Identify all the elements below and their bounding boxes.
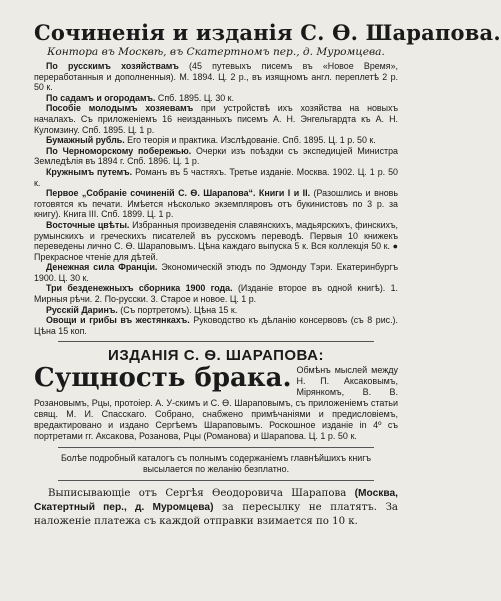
book-details: Очерки изъ поѣздки съ экспедиціей Министра Земледѣлія въ 1894 г. Спб. 1896. Ц. 1 р. [34,145,398,167]
book-title: Овощи и грибы въ жестянкахъ. [46,315,190,326]
featured-book-title: Сущность брака. [34,363,292,394]
catalog-note: Болѣе подробный каталогъ съ полнымъ содержаніемъ главнѣйшихъ книгъ высылается по желанію безплатно. [60,453,372,475]
book-details: (Разошлись и вновь готовятся къ печати. Имѣется нѣсколько экземпляровъ отъ букинистовъ по 3 р. за книгу). Книга III. Спб. 1899. Ц. 1 р. [34,188,399,220]
book-details: Избранныя произведенія славянскихъ, мадьярскихъ, финскихъ, румынскихъ и греческихъ писателей въ русскомъ переводѣ. Первыя 10 книжекъ переведены лично С. Ѳ. Шараповымъ. Цѣна каждаго выпуска 5 к. Вся коллекція 50 к. ● Прекрасное чтеніе для дѣтей. [34,219,398,262]
book-entry [34,61,398,93]
book-entry [34,262,398,283]
book-title: Русскій Даринъ. [46,304,118,315]
book-title: Первое „Собраніе сочиненій С. Ѳ. Шарапова“. Книги I и II. [46,188,311,199]
book-title: Три безденежныхъ сборника 1900 года. [46,283,233,294]
featured-book-description: Обмѣнъ мыслей между Н. П. Аксаковымъ, Мірянкомъ, В. В. Розановымъ, Рцы, протоіер. А. У-скимъ и С. Ѳ. Шараповымъ, съ приложеніемъ статьи свящ. М. И. Спасскаго. Собрано, снабжено примѣчаніями и предисловіемъ, вредактировано и издано Сергѣемъ Шараповымъ. Роскошное изданіе in 4º съ портретами гг. Аксакова, Розанова, Рцы (Романова) и Шарапова. Ц. 1 р. 50 к. [34,365,398,442]
book-title: По садамъ и огородамъ. [46,92,156,103]
book-entry [34,315,398,336]
book-title: По Черноморскому побережью. [46,145,192,156]
book-title: Бумажный рубль. [46,135,125,146]
book-entry [34,135,398,146]
book-details: Романъ въ 5 частяхъ. Третье изданіе. Москва. 1902. Ц. 1 р. 50 к. [34,166,398,188]
page-title: Сочиненія и изданія С. Ѳ. Шарапова. [34,20,501,45]
book-details: при устройствѣ ихъ хозяйства на новыхъ началахъ. Съ приложеніемъ 16 неизданныхъ писемъ А. Н. Энгельгардта къ А. Н. Куломзину. Спб. 1895. Ц. 1 р. [34,103,398,135]
divider [58,341,374,342]
book-details: (Изданіе второе въ одной книгѣ). 1. Мирныя рѣчи. 2. По-русски. 3. Старое и новое. Ц. 1 р. [34,283,398,305]
book-details: (45 путевыхъ писемъ въ «Новое Время», переработанныя и дополненныя). М. 1894. Ц. 2 р., въ изящномъ англ. переплетѣ 2 р. 50 к. [34,61,398,93]
book-entry [34,93,398,104]
divider [58,480,374,481]
book-entry [34,146,398,167]
order-text-start: Выписывающіе отъ Сергѣя Ѳеодоровича Шарапова [48,487,355,499]
book-entry [34,220,398,262]
book-details: Его теорія и практика. Изслѣдованіе. Спб. 1895. Ц. 1 р. 50 к. [124,135,376,146]
book-entry [34,188,398,220]
order-terms [34,487,398,529]
book-list [34,61,398,336]
order-text-end: за пересылку не платятъ. За наложеніе платежа съ каждой отправки взимается по 10 к. [34,501,398,527]
book-details: Спб. 1895. Ц. 30 к. [155,92,235,103]
book-entry [34,283,398,304]
book-details: Руководство къ дѣланію консервовъ (съ 8 рис.). Цѣна 15 коп. [34,315,398,336]
office-address: Контора въ Москвѣ, въ Скатертномъ пер., д. Муромцева. [47,46,385,58]
book-entry [34,103,398,135]
book-title: Пособіе молодымъ хозяевамъ [46,103,194,114]
order-address: (Москва, Скатертный пер., д. Муромцева) [34,487,398,513]
featured-book [34,365,398,442]
book-details: (Съ портретомъ). Цѣна 15 к. [117,304,238,315]
divider [58,447,374,448]
book-title: Денежная сила Франціи. [46,262,158,273]
book-details: Экономическій этюдъ по Эдмонду Тэри. Екатеринбургъ 1900. Ц. 30 к. [34,262,398,283]
book-title: По русскимъ хозяйствамъ [46,61,179,71]
publications-heading: ИЗДАНІЯ С. Ѳ. ШАРАПОВА: [108,347,324,365]
book-title: Кружнымъ путемъ. [46,166,133,177]
book-title: Восточные цвѣты. [46,219,130,230]
book-entry [34,305,398,316]
book-entry [34,167,398,188]
